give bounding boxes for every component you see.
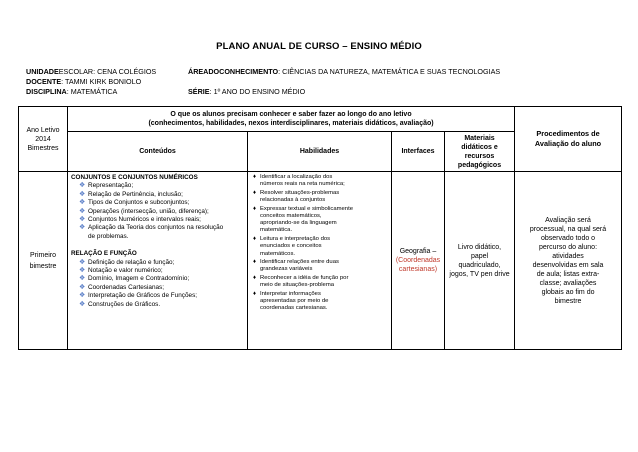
interfaces-line2: (Coordenadas [395,257,441,264]
diamond-bullet-icon: ❖ [79,300,86,308]
list-item: ❖ Aplicação da Teoria dos conjuntos na resolução [79,224,224,232]
procedimentos-line: processual, na qual será [529,225,607,233]
unidade-value: ESCOLAR: CENA COLÉGIOS [58,67,157,76]
ano-letivo-label: Ano Letivo [26,126,60,134]
list-item: ❖ Representação; [79,182,134,190]
unidade-label: UNIDADE [26,67,59,76]
interfaces-line1: Geografia – [399,248,437,255]
list-item: ❖ Tipos de Conjuntos e subconjuntos; [79,199,190,207]
diamond-bullet-icon: ❖ [79,275,86,283]
materiais-header-line3: recursos [464,152,495,160]
ano-letivo-year: 2014 [35,135,51,143]
diamond-bullet-icon: ♦ [253,235,257,242]
diamond-bullet-icon: ♦ [253,274,257,281]
diamond-bullet-icon: ♦ [253,174,257,180]
materiais-cell [445,172,515,350]
materiais-header-line4: pedagógicos [457,161,502,169]
list-item: ♦ Resolver situações-problemas relacionadas à conjuntos [253,189,340,204]
habilidades-header: Habilidades [248,132,392,172]
diamond-bullet-icon: ♦ [253,205,257,212]
o-que-line2: (conhecimentos, habilidades, nexos interdisciplinares, materiais didáticos, avaliação) [148,120,434,127]
materiais-line: Livro didático, [457,243,502,251]
list-item: ❖ Conjuntos Numéricos e intervalos reais; [79,216,201,224]
diamond-bullet-icon: ❖ [79,199,86,207]
procedimentos-line: bimestre [554,297,582,305]
materiais-header [445,132,515,172]
procedimentos-line: percurso do aluno: [539,243,598,251]
serie-value: : 1º ANO DO ENSINO MÉDIO [209,87,306,96]
diamond-bullet-icon: ♦ [253,290,257,297]
list-item: ❖ Definição de relação e função; [79,258,175,266]
conteudos-header: Conteúdos [68,132,248,172]
procedimentos-line1: Procedimentos de [536,129,600,138]
list-item: ❖ Notação e valor numérico; [79,267,163,275]
diamond-bullet-icon: ♦ [253,259,257,266]
page-title: PLANO ANUAL DE CURSO – ENSINO MÉDIO [216,41,422,52]
diamond-bullet-icon: ❖ [79,224,86,232]
materiais-line: jogos, TV pen drive [449,270,510,278]
diamond-bullet-icon: ❖ [79,190,86,198]
area-value: : CIÊNCIAS DA NATUREZA, MATEMÁTICA E SUAS TECNOLOGIAS [278,67,501,76]
list-item: ♦ Identificar relações entre duas grandezas variáveis [253,259,339,273]
interfaces-header: Interfaces [392,132,445,172]
disciplina-value: : MATEMÁTICA [66,87,118,96]
area-line [188,67,500,77]
procedimentos-line: desenvolvidas em sala [532,261,604,269]
diamond-bullet-icon: ♦ [253,189,257,196]
conteudos-section-title: CONJUNTOS E CONJUNTOS NUMÉRICOS [71,174,198,181]
diamond-bullet-icon: ❖ [79,267,86,275]
materiais-line: quadriculado, [458,261,501,269]
diamond-bullet-icon: ❖ [79,283,86,291]
o-que-header [68,107,515,132]
habilidades-cell [248,172,392,350]
list-item: ♦ Expressar textual e simbolicamente conceitos matemáticos, apropriando-se da linguagem matemática. [253,205,353,234]
ano-letivo-header [19,107,68,172]
periodo-line2: bimestre [29,262,57,270]
procedimentos-line2: Avaliação do aluno [534,139,602,148]
disciplina-label: DISCIPLINA [26,87,67,96]
conteudos-list [71,259,244,309]
materiais-header-line1: Materiais [464,134,495,142]
list-item: ♦ Reconhecer a idéia de função por meio de situações-problema [253,274,349,289]
procedimentos-line: observado todo o [540,234,596,242]
procedimentos-line: classe; avaliações [539,279,597,287]
procedimentos-header [515,107,622,172]
docente-label: DOCENTE [26,77,62,86]
list-item: ♦ Interpretar informações apresentadas por meio de coordenadas cartesianas. [253,290,329,312]
list-item: ❖ Operações (intersecção, união, diferença); [79,207,209,215]
periodo-line1: Primeiro [29,251,57,259]
diamond-bullet-icon: ❖ [79,258,86,266]
serie-label: SÉRIE [188,87,210,96]
o-que-line1: O que os alunos precisam conhecer e saber fazer ao longo do ano letivo [170,111,412,118]
procedimentos-line: Avaliação será [545,216,591,224]
list-item: ❖ Interpretação de Gráficos de Funções; [79,292,198,300]
list-item: ♦ Identificar a localização dos números reais na reta numérica; [253,174,345,188]
plan-table [18,106,622,350]
list-item: ❖ Domínio, Imagem e Contradomínio; [79,275,190,283]
area-label: ÁREADOCONHECIMENTO [188,67,279,76]
interfaces-cell [392,172,445,350]
procedimentos-line: de aula; listas extra- [536,270,600,278]
conteudos-section-title: RELAÇÃO E FUNÇÃO [71,250,137,258]
materiais-line: papel [470,252,489,260]
bimestres-label: Bimestres [27,144,59,152]
procedimentos-line: globais ao fim do [541,288,595,296]
conteudos-list [71,182,244,241]
diamond-bullet-icon: ❖ [79,182,86,190]
habilidades-list [253,174,388,312]
list-item: ❖ Relação de Pertinência, inclusão; [79,190,183,198]
docente-line [26,77,141,87]
periodo-cell [19,172,68,350]
list-item: ♦ Leitura e interpretação dos enunciados e conceitos matemáticos. [253,235,331,257]
list-item: ❖ Coordenadas Cartesianas; [79,283,165,291]
materiais-header-line2: didáticos e [461,143,498,151]
list-item: ❖ Construções de Gráficos. [79,300,161,308]
list-item-continuation: de problemas. [88,232,129,240]
procedimentos-line: atividades [552,252,584,260]
diamond-bullet-icon: ❖ [79,207,86,215]
diamond-bullet-icon: ❖ [79,292,86,300]
serie-line [188,87,305,97]
interfaces-line3: cartesianas) [398,266,438,273]
conteudos-cell [68,172,248,350]
disciplina-line [26,87,117,97]
diamond-bullet-icon: ❖ [79,216,86,224]
unidade-line [26,67,156,77]
docente-value: : TAMMI KIRK BONIOLO [61,77,142,86]
procedimentos-cell [515,172,622,350]
